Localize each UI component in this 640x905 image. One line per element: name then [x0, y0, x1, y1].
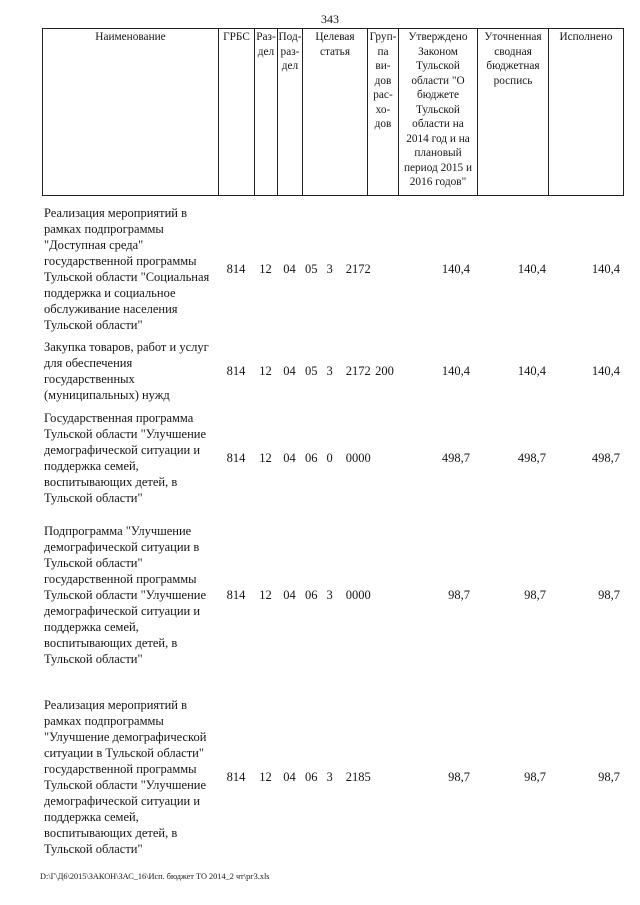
target-article-part: 3: [326, 588, 333, 602]
target-article-part: 3: [326, 262, 333, 276]
header-cell-line: сводная: [494, 45, 532, 58]
header-cell-line: дов: [374, 118, 392, 130]
row-name-line: государственных: [44, 372, 135, 386]
executed-cell: 98,7: [598, 770, 620, 784]
row-name-line: демографической ситуации в: [44, 540, 200, 554]
executed-cell: 140,4: [591, 262, 620, 276]
row-name-line: демографической ситуации и: [44, 794, 201, 808]
grbs-cell: 814: [226, 770, 246, 784]
row-name-line: поддержка семей,: [44, 810, 139, 824]
table-header: [42, 28, 624, 196]
target-article-part: 05: [305, 262, 318, 276]
target-article-part: 0000: [345, 451, 371, 465]
row-name-line: воспитывающих детей, в: [44, 826, 178, 840]
row-name-line: Закупка товаров, работ и услуг: [44, 340, 209, 354]
executed-cell: 140,4: [591, 364, 620, 378]
header-cell-line: дов: [374, 74, 392, 87]
header-cell-line: па: [377, 45, 389, 58]
refined-cell: 498,7: [517, 451, 546, 465]
header-cell-name: [42, 29, 218, 195]
row-name-line: обслуживание населения: [44, 302, 178, 316]
expense-group-cell: 200: [375, 364, 394, 378]
table-row: [0, 410, 640, 506]
row-name-line: государственной программы: [44, 762, 197, 776]
header-cell-line: ви-: [375, 60, 391, 72]
header-cell-line: Раз-: [256, 31, 276, 43]
row-name-line: "Улучшение демографической: [44, 730, 207, 744]
section-cell: 12: [259, 770, 272, 784]
approved-cell: 140,4: [441, 364, 470, 378]
target-article-cell: [305, 769, 371, 785]
table-row: [0, 523, 640, 667]
approved-cell: 98,7: [448, 770, 470, 784]
section-cell: 12: [259, 262, 272, 276]
target-article-cell: [305, 363, 371, 379]
row-name-line: Тульской области "Улучшение: [44, 427, 207, 441]
target-article-part: 0000: [345, 588, 371, 602]
header-cell-line: хо-: [375, 103, 391, 116]
header-cell-line: 2016 годов": [409, 176, 467, 188]
approved-cell: 98,7: [448, 588, 470, 602]
refined-cell: 140,4: [517, 364, 546, 378]
header-cell-executed: [548, 29, 624, 195]
row-name-line: ситуации в Тульской области": [44, 746, 204, 760]
header-cell-line: Груп-: [369, 31, 397, 43]
row-name-line: "Доступная среда": [44, 238, 144, 252]
target-article-part: 06: [305, 451, 318, 465]
refined-cell: 140,4: [517, 262, 546, 276]
row-name-line: Тульской области": [44, 652, 143, 666]
header-cell-line: ГРБС: [223, 31, 250, 43]
target-article-part: 06: [305, 770, 318, 784]
section-cell: 12: [259, 364, 272, 378]
row-values: [0, 410, 640, 506]
row-name-line: Реализация мероприятий в: [44, 698, 188, 712]
file-path-footer: D:\Г\Д6\2015\ЗАКОН\ЗАС_16\Исп. бюджет ТО 2014_2 чт\рг3.xls: [40, 872, 270, 881]
row-name-line: Тульской области": [44, 318, 143, 332]
row-name-line: Реализация мероприятий в: [44, 206, 188, 220]
row-values: [0, 523, 640, 667]
grbs-cell: 814: [226, 364, 246, 378]
page-number: 343: [321, 12, 339, 26]
table-row: [0, 339, 640, 403]
section-cell: 12: [259, 451, 272, 465]
row-name-line: рамках подпрограммы: [44, 714, 164, 728]
row-name-line: Подпрограмма "Улучшение: [44, 524, 192, 538]
row-values: [0, 697, 640, 857]
subsection-cell: 04: [283, 262, 296, 276]
target-article-part: 3: [326, 770, 333, 784]
row-name-line: воспитывающих детей, в: [44, 636, 178, 650]
target-article-part: 3: [326, 364, 333, 378]
target-article-cell: [305, 587, 371, 603]
target-article-part: 0: [326, 451, 333, 465]
target-article-cell: [305, 450, 371, 466]
approved-cell: 498,7: [441, 451, 470, 465]
refined-cell: 98,7: [524, 770, 546, 784]
row-name-line: Тульской области "Улучшение: [44, 588, 207, 602]
row-values: [0, 205, 640, 333]
row-name-line: поддержка семей,: [44, 620, 139, 634]
table-row: [0, 697, 640, 857]
table-row: [0, 205, 640, 333]
header-cell-line: раз-: [280, 45, 300, 58]
header-cell-line: Утверждено: [408, 31, 468, 43]
row-name-line: государственной программы: [44, 254, 197, 268]
header-cell-line: бюджетная: [486, 60, 540, 72]
row-values: [0, 339, 640, 403]
refined-cell: 98,7: [524, 588, 546, 602]
target-article-part: 05: [305, 364, 318, 378]
header-cell-line: области "О: [411, 74, 465, 87]
row-name-line: воспитывающих детей, в: [44, 475, 178, 489]
row-name-line: Тульской области": [44, 842, 143, 856]
header-cell-approved: [398, 29, 477, 195]
grbs-cell: 814: [226, 451, 246, 465]
row-name-line: Тульской области "Социальная: [44, 270, 210, 284]
header-cell-line: рас-: [373, 89, 393, 101]
row-name-line: Тульской области "Улучшение: [44, 778, 207, 792]
row-name-line: рамках подпрограммы: [44, 222, 164, 236]
header-cell-line: Наименование: [95, 31, 166, 43]
row-name-line: Тульской области": [44, 556, 143, 570]
header-cell-target-article: [302, 29, 367, 195]
header-cell-line: плановый: [414, 147, 462, 159]
header-cell-line: области на: [412, 118, 464, 130]
header-cell-expense-group: [367, 29, 398, 195]
row-name-line: для обеспечения: [44, 356, 133, 370]
header-cell-line: бюджете: [417, 89, 459, 101]
header-cell-line: период 2015 и: [403, 161, 473, 174]
subsection-cell: 04: [283, 451, 296, 465]
target-article-part: 2185: [345, 770, 371, 784]
row-name-line: демографической ситуации и: [44, 604, 201, 618]
section-cell: 12: [259, 588, 272, 602]
row-name-line: демографической ситуации и: [44, 443, 201, 457]
grbs-cell: 814: [226, 262, 246, 276]
header-cell-line: Законом: [418, 45, 458, 58]
row-name-line: Тульской области": [44, 491, 143, 505]
target-article-part: 2172: [345, 364, 371, 378]
row-name-line: поддержка и социальное: [44, 286, 176, 300]
subsection-cell: 04: [283, 588, 296, 602]
header-cell-line: Исполнено: [559, 31, 613, 43]
row-name-line: государственной программы: [44, 572, 197, 586]
executed-cell: 98,7: [598, 588, 620, 602]
header-cell-line: Под-: [278, 31, 302, 43]
header-cell-line: дел: [281, 60, 299, 72]
approved-cell: 140,4: [441, 262, 470, 276]
grbs-cell: 814: [226, 588, 246, 602]
subsection-cell: 04: [283, 770, 296, 784]
header-cell-line: статья: [319, 45, 351, 58]
header-cell-grbs: [218, 29, 254, 195]
target-article-part: 06: [305, 588, 318, 602]
header-cell-refined: [477, 29, 548, 195]
row-name-line: Государственная программа: [44, 411, 194, 425]
row-name-line: поддержка семей,: [44, 459, 139, 473]
header-cell-section: [254, 29, 277, 195]
header-cell-line: Тульской: [416, 103, 460, 116]
header-cell-line: Целевая: [315, 31, 355, 43]
header-cell-line: 2014 год и на: [406, 132, 470, 145]
header-cell-line: Уточненная: [484, 31, 542, 43]
header-cell-subsection: [277, 29, 302, 195]
target-article-part: 2172: [345, 262, 371, 276]
header-cell-line: роспись: [493, 74, 533, 87]
row-name-line: (муниципальных) нужд: [44, 388, 170, 402]
header-cell-line: дел: [257, 45, 275, 58]
header-cell-line: Тульской: [416, 60, 460, 72]
executed-cell: 498,7: [591, 451, 620, 465]
target-article-cell: [305, 261, 371, 277]
subsection-cell: 04: [283, 364, 296, 378]
